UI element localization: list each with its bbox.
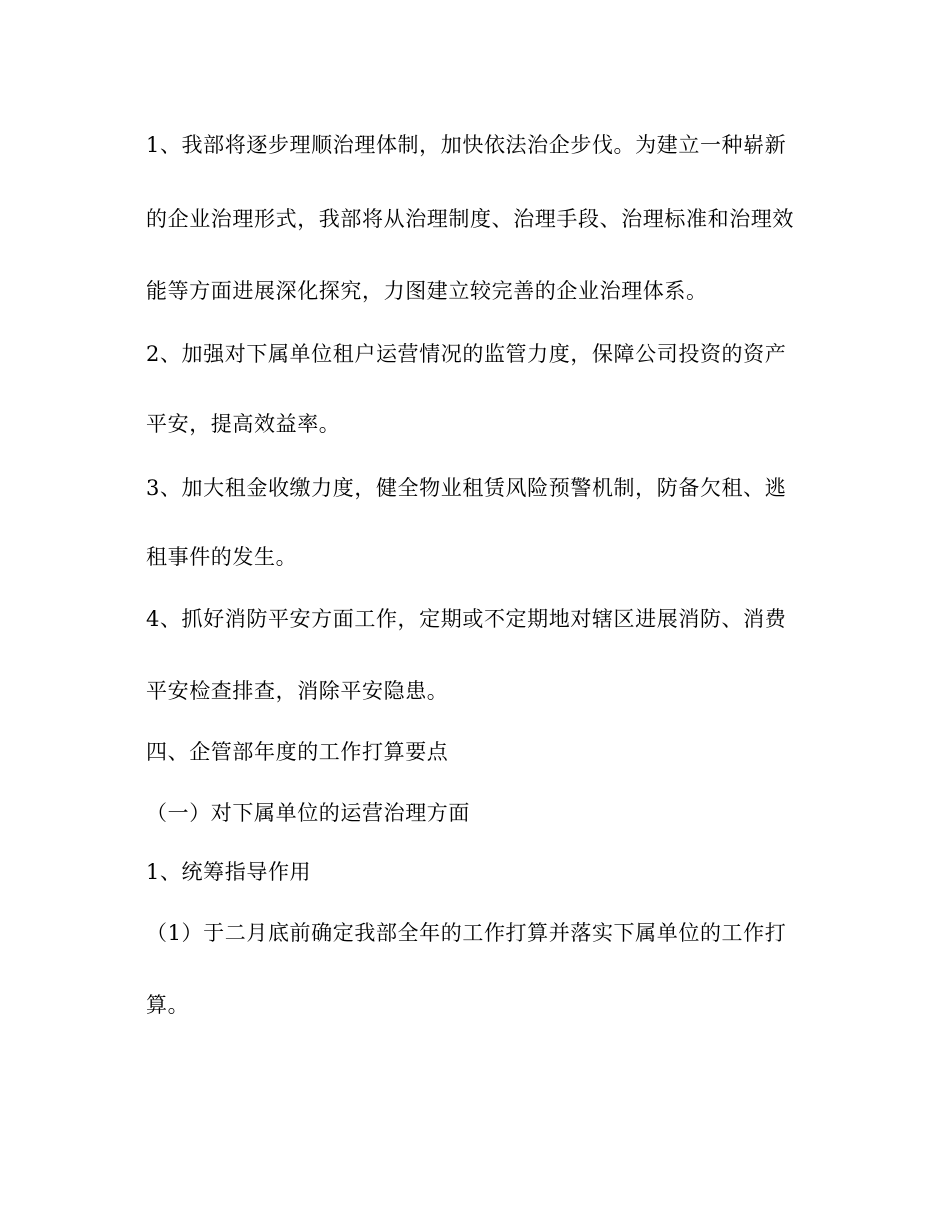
section-heading: 四、企管部年度的工作打算要点 — [146, 740, 449, 764]
paragraph-4-line-1: 4、抓好消防平安方面工作，定期或不定期地对辖区进展消防、消费 — [146, 607, 787, 631]
paragraph-5-line-1: （1）于二月底前确定我部全年的工作打算并落实下属单位的工作打 — [146, 921, 787, 945]
paragraph-1-line-3: 能等方面进展深化探究，力图建立较完善的企业治理体系。 — [146, 279, 708, 303]
item-heading: 1、统筹指导作用 — [146, 860, 312, 884]
paragraph-1-line-1: 1、我部将逐步理顺治理体制，加快依法治企步伐。为建立一种崭新 — [146, 133, 787, 157]
paragraph-4-line-2: 平安检查排查，消除平安隐患。 — [146, 679, 449, 703]
paragraph-2-line-2: 平安，提高效益率。 — [146, 412, 341, 436]
paragraph-3-line-1: 3、加大租金收缴力度，健全物业租赁风险预警机制，防备欠租、逃 — [146, 476, 787, 500]
paragraph-1-line-2: 的企业治理形式，我部将从治理制度、治理手段、治理标准和治理效 — [146, 207, 794, 231]
paragraph-2-line-1: 2、加强对下属单位租户运营情况的监管力度，保障公司投资的资产 — [146, 342, 787, 366]
subsection-heading: （一）对下属单位的运营治理方面 — [146, 801, 470, 825]
paragraph-3-line-2: 租事件的发生。 — [146, 545, 298, 569]
paragraph-5-line-2: 算。 — [146, 993, 190, 1017]
